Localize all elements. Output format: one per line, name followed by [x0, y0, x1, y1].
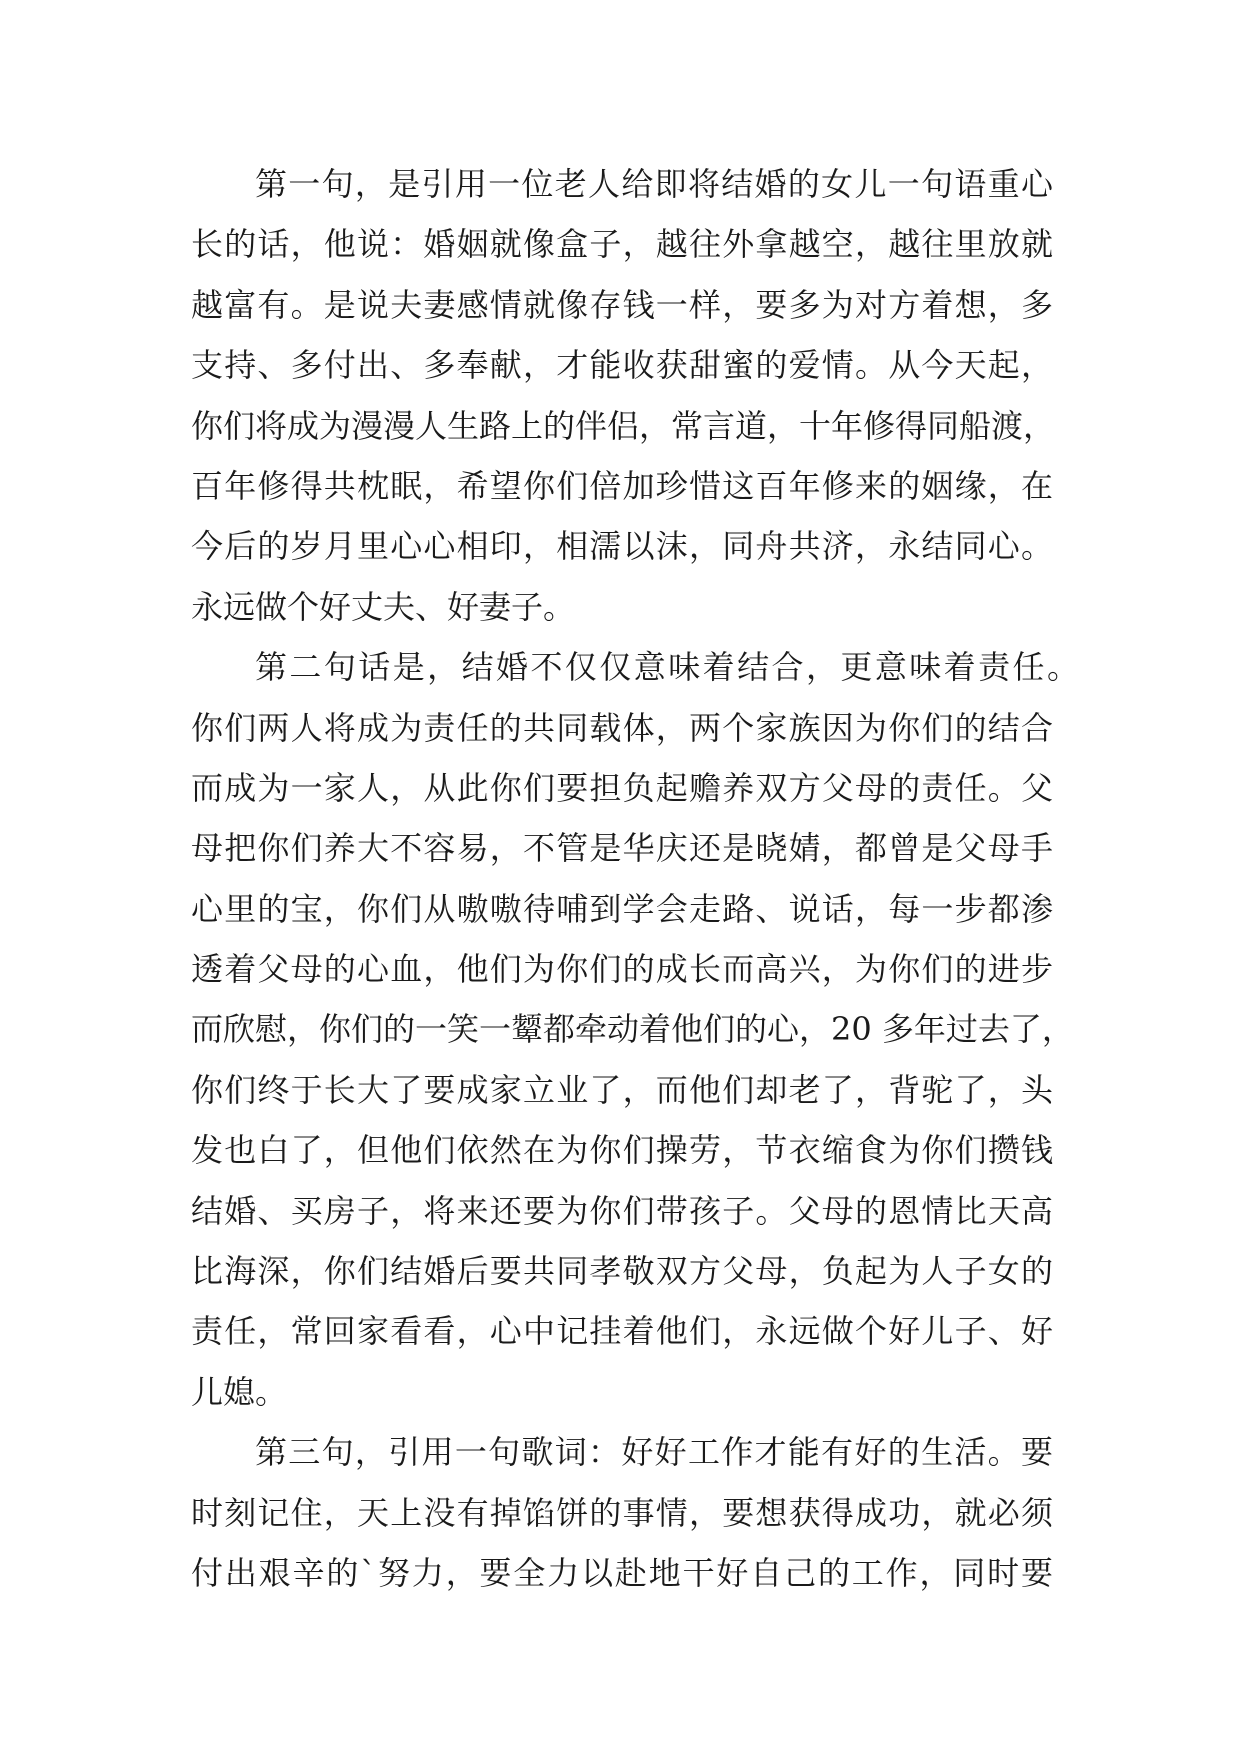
paragraph-line: 你们终于长大了要成家立业了，而他们却老了，背驼了，头	[191, 1070, 1053, 1109]
paragraph-line: 责任，常回家看看，心中记挂着他们，永远做个好儿子、好	[191, 1312, 1053, 1351]
paragraph-line: 长的话，他说：婚姻就像盒子，越往外拿越空，越往里放就	[191, 225, 1053, 264]
paragraph-line: 支持、多付出、多奉献，才能收获甜蜜的爱情。从今天起，	[191, 346, 1053, 385]
paragraph-line: 你们两人将成为责任的共同载体，两个家族因为你们的结合	[191, 708, 1053, 747]
paragraph-line: 结婚、买房子，将来还要为你们带孩子。父母的恩情比天高	[191, 1191, 1053, 1230]
paragraph-line: 发也白了，但他们依然在为你们操劳，节衣缩食为你们攒钱	[191, 1131, 1053, 1170]
paragraph-line: 付出艰辛的`努力，要全力以赴地干好自己的工作，同时要	[191, 1553, 1053, 1592]
paragraph-line: 永远做个好丈夫、好妻子。	[191, 587, 576, 626]
paragraph-line: 你们将成为漫漫人生路上的伴侣，常言道，十年修得同船渡，	[191, 406, 1056, 445]
paragraph-line: 第一句，是引用一位老人给即将结婚的女儿一句语重心	[255, 165, 1053, 203]
paragraph-line: 透着父母的心血，他们为你们的成长而高兴，为你们的进步	[191, 950, 1053, 989]
paragraph-line: 今后的岁月里心心相印，相濡以沫，同舟共济，永结同心。	[191, 527, 1053, 566]
paragraph-line: 而成为一家人，从此你们要担负起赡养双方父母的责任。父	[191, 768, 1053, 807]
paragraph-line: 儿媳。	[191, 1372, 288, 1411]
paragraph-line: 心里的宝，你们从嗷嗷待哺到学会走路、说话，每一步都渗	[191, 889, 1053, 928]
paragraph-line: 越富有。是说夫妻感情就像存钱一样，要多为对方着想，多	[191, 285, 1053, 324]
paragraph-line: 母把你们养大不容易，不管是华庆还是晓婧，都曾是父母手	[191, 829, 1053, 868]
paragraph-line: 百年修得共枕眠，希望你们倍加珍惜这百年修来的姻缘，在	[191, 466, 1053, 505]
paragraph-2	[191, 637, 1079, 1422]
paragraph-1	[191, 154, 1056, 637]
document-body	[191, 154, 1079, 1603]
paragraph-line: 第三句，引用一句歌词：好好工作才能有好的生活。要	[255, 1433, 1053, 1472]
paragraph-line: 而欣慰，你们的一笑一颦都牵动着他们的心，20 多年过去了，	[191, 1010, 1074, 1049]
paragraph-3	[191, 1422, 1053, 1603]
paragraph-line: 第二句话是，结婚不仅仅意味着结合，更意味着责任。	[255, 648, 1079, 687]
paragraph-line: 时刻记住，天上没有掉馅饼的事情，要想获得成功，就必须	[191, 1493, 1053, 1532]
paragraph-line: 比海深，你们结婚后要共同孝敬双方父母，负起为人子女的	[191, 1252, 1053, 1291]
